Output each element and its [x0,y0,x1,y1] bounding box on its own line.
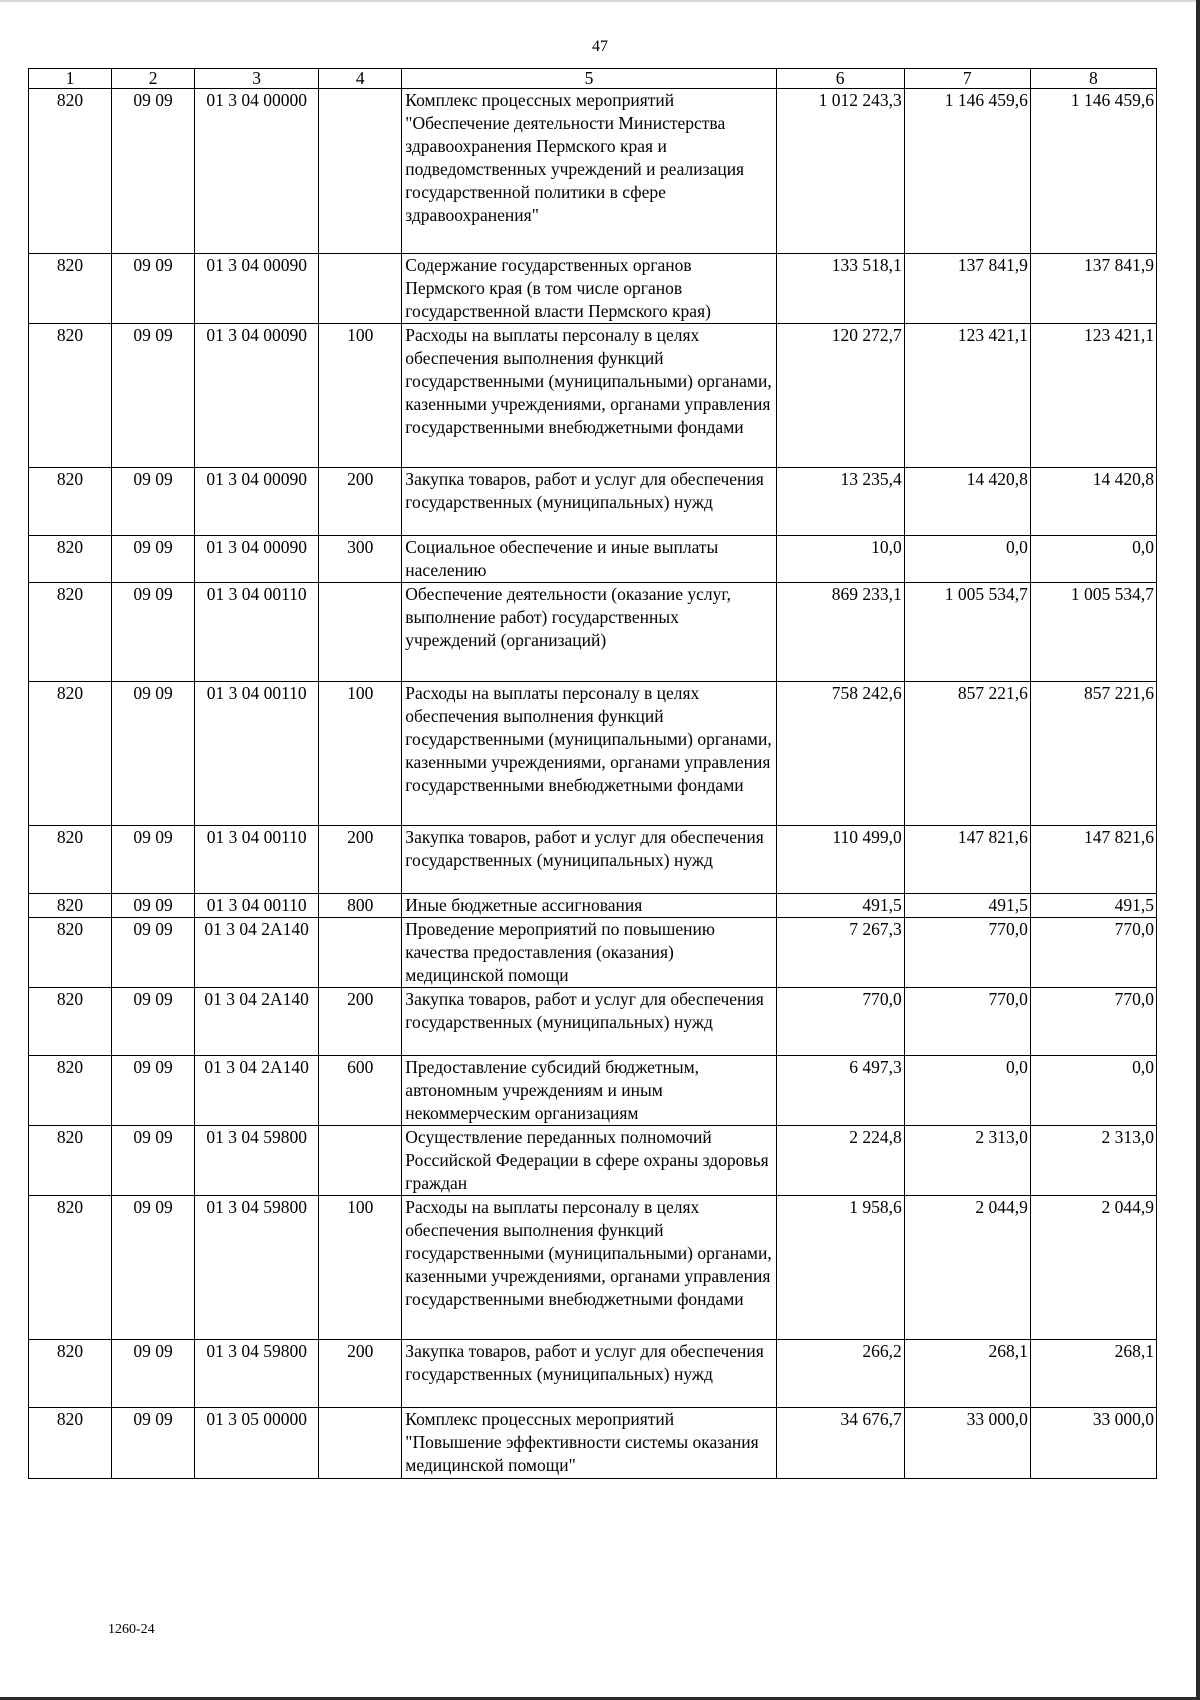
amount-year2-cell: 770,0 [904,988,1030,1056]
amount-year1-cell: 266,2 [776,1340,904,1408]
section-code-cell: 09 09 [112,826,195,894]
expense-type-cell [319,254,402,324]
amount-year3-cell: 268,1 [1030,1340,1156,1408]
target-article-cell: 01 3 04 00110 [195,583,319,682]
target-article-cell: 01 3 04 00090 [195,254,319,324]
expense-type-cell: 600 [319,1056,402,1126]
section-code-cell: 09 09 [112,89,195,254]
expense-type-cell: 100 [319,1196,402,1340]
table-row [29,1340,1157,1408]
description-cell: Обеспечение деятельности (оказание услуг, выполнение работ) государственных учреждений (организаций) [402,583,776,682]
chapter-code-cell: 820 [29,1340,112,1408]
expense-type-cell: 200 [319,988,402,1056]
description-cell: Закупка товаров, работ и услуг для обеспечения государственных (муниципальных) нужд [402,826,776,894]
chapter-code-cell: 820 [29,826,112,894]
column-number-header: 6 [776,69,904,89]
amount-year1-cell: 1 012 243,3 [776,89,904,254]
target-article-cell: 01 3 04 00090 [195,536,319,583]
description-cell: Закупка товаров, работ и услуг для обеспечения государственных (муниципальных) нужд [402,1340,776,1408]
amount-year2-cell: 2 044,9 [904,1196,1030,1340]
amount-year3-cell: 0,0 [1030,1056,1156,1126]
table-row [29,583,1157,682]
section-code-cell: 09 09 [112,1056,195,1126]
expense-type-cell [319,89,402,254]
section-code-cell: 09 09 [112,918,195,988]
description-cell: Проведение мероприятий по повышению качества предоставления (оказания) медицинской помощи [402,918,776,988]
target-article-cell: 01 3 04 2А140 [195,1056,319,1126]
table-row [29,682,1157,826]
section-code-cell: 09 09 [112,536,195,583]
expense-type-cell [319,1408,402,1479]
section-code-cell: 09 09 [112,1340,195,1408]
amount-year3-cell: 137 841,9 [1030,254,1156,324]
description-cell: Предоставление субсидий бюджетным, автономным учреждениям и иным некоммерческим организациям [402,1056,776,1126]
chapter-code-cell: 820 [29,1408,112,1479]
amount-year2-cell: 1 146 459,6 [904,89,1030,254]
section-code-cell: 09 09 [112,468,195,536]
amount-year1-cell: 120 272,7 [776,324,904,468]
scan-edge-top [0,0,1200,2]
section-code-cell: 09 09 [112,1196,195,1340]
amount-year3-cell: 123 421,1 [1030,324,1156,468]
amount-year2-cell: 137 841,9 [904,254,1030,324]
amount-year1-cell: 133 518,1 [776,254,904,324]
amount-year2-cell: 147 821,6 [904,826,1030,894]
budget-table [28,68,1157,1479]
description-cell: Закупка товаров, работ и услуг для обеспечения государственных (муниципальных) нужд [402,988,776,1056]
page-number: 47 [592,38,608,55]
description-cell: Социальное обеспечение и иные выплаты населению [402,536,776,583]
amount-year3-cell: 0,0 [1030,536,1156,583]
amount-year1-cell: 758 242,6 [776,682,904,826]
amount-year3-cell: 1 146 459,6 [1030,89,1156,254]
description-cell: Иные бюджетные ассигнования [402,894,776,918]
table-row [29,324,1157,468]
amount-year3-cell: 770,0 [1030,918,1156,988]
amount-year2-cell: 491,5 [904,894,1030,918]
scan-edge-right [1196,0,1200,1700]
description-cell: Содержание государственных органов Пермского края (в том числе органов государственной власти Пермского края) [402,254,776,324]
amount-year1-cell: 2 224,8 [776,1126,904,1196]
expense-type-cell: 100 [319,324,402,468]
amount-year1-cell: 770,0 [776,988,904,1056]
description-cell: Комплекс процессных мероприятий "Повышение эффективности системы оказания медицинской помощи" [402,1408,776,1479]
amount-year2-cell: 2 313,0 [904,1126,1030,1196]
target-article-cell: 01 3 04 59800 [195,1196,319,1340]
expense-type-cell [319,1126,402,1196]
expense-type-cell [319,583,402,682]
amount-year3-cell: 1 005 534,7 [1030,583,1156,682]
column-number-header: 2 [112,69,195,89]
target-article-cell: 01 3 05 00000 [195,1408,319,1479]
table-row [29,536,1157,583]
target-article-cell: 01 3 04 00110 [195,682,319,826]
table-row [29,89,1157,254]
target-article-cell: 01 3 04 2А140 [195,918,319,988]
expense-type-cell: 800 [319,894,402,918]
column-number-header: 5 [402,69,776,89]
table-row [29,468,1157,536]
section-code-cell: 09 09 [112,1408,195,1479]
amount-year1-cell: 1 958,6 [776,1196,904,1340]
amount-year1-cell: 13 235,4 [776,468,904,536]
table-body [29,89,1157,1479]
table-row [29,988,1157,1056]
amount-year3-cell: 147 821,6 [1030,826,1156,894]
table-row [29,1196,1157,1340]
amount-year3-cell: 2 313,0 [1030,1126,1156,1196]
expense-type-cell [319,918,402,988]
amount-year1-cell: 34 676,7 [776,1408,904,1479]
chapter-code-cell: 820 [29,324,112,468]
amount-year1-cell: 110 499,0 [776,826,904,894]
target-article-cell: 01 3 04 00110 [195,826,319,894]
column-number-header: 1 [29,69,112,89]
amount-year2-cell: 33 000,0 [904,1408,1030,1479]
section-code-cell: 09 09 [112,988,195,1056]
expense-type-cell: 100 [319,682,402,826]
table-row [29,254,1157,324]
amount-year1-cell: 869 233,1 [776,583,904,682]
target-article-cell: 01 3 04 00000 [195,89,319,254]
amount-year1-cell: 6 497,3 [776,1056,904,1126]
target-article-cell: 01 3 04 00090 [195,468,319,536]
target-article-cell: 01 3 04 59800 [195,1126,319,1196]
amount-year2-cell: 0,0 [904,536,1030,583]
chapter-code-cell: 820 [29,468,112,536]
column-number-row [29,69,1157,89]
amount-year3-cell: 14 420,8 [1030,468,1156,536]
section-code-cell: 09 09 [112,682,195,826]
description-cell: Расходы на выплаты персоналу в целях обеспечения выполнения функций государственными (муниципальными) органами, казенными учреждениями, органами управления государственными внебюджетными фондами [402,1196,776,1340]
amount-year2-cell: 14 420,8 [904,468,1030,536]
expense-type-cell: 200 [319,826,402,894]
section-code-cell: 09 09 [112,1126,195,1196]
amount-year2-cell: 123 421,1 [904,324,1030,468]
section-code-cell: 09 09 [112,254,195,324]
amount-year3-cell: 2 044,9 [1030,1196,1156,1340]
amount-year1-cell: 10,0 [776,536,904,583]
expense-type-cell: 200 [319,468,402,536]
amount-year2-cell: 1 005 534,7 [904,583,1030,682]
amount-year2-cell: 268,1 [904,1340,1030,1408]
column-number-header: 3 [195,69,319,89]
chapter-code-cell: 820 [29,1196,112,1340]
description-cell: Комплекс процессных мероприятий "Обеспечение деятельности Министерства здравоохранения Пермского края и подведомственных учреждений и реализация государственной политики в сфере здравоохранения" [402,89,776,254]
table-row [29,1408,1157,1479]
table-row [29,894,1157,918]
description-cell: Расходы на выплаты персоналу в целях обеспечения выполнения функций государственными (муниципальными) органами, казенными учреждениями, органами управления государственными внебюджетными фондами [402,324,776,468]
expense-type-cell: 300 [319,536,402,583]
column-number-header: 7 [904,69,1030,89]
table-row [29,1126,1157,1196]
target-article-cell: 01 3 04 00110 [195,894,319,918]
column-number-header: 4 [319,69,402,89]
target-article-cell: 01 3 04 00090 [195,324,319,468]
chapter-code-cell: 820 [29,988,112,1056]
column-number-header: 8 [1030,69,1156,89]
chapter-code-cell: 820 [29,894,112,918]
amount-year2-cell: 0,0 [904,1056,1030,1126]
chapter-code-cell: 820 [29,583,112,682]
amount-year3-cell: 33 000,0 [1030,1408,1156,1479]
amount-year2-cell: 857 221,6 [904,682,1030,826]
description-cell: Осуществление переданных полномочий Российской Федерации в сфере охраны здоровья граждан [402,1126,776,1196]
document-code: 1260-24 [108,1622,155,1637]
amount-year2-cell: 770,0 [904,918,1030,988]
chapter-code-cell: 820 [29,682,112,826]
target-article-cell: 01 3 04 2А140 [195,988,319,1056]
amount-year3-cell: 857 221,6 [1030,682,1156,826]
chapter-code-cell: 820 [29,918,112,988]
section-code-cell: 09 09 [112,324,195,468]
table-row [29,918,1157,988]
chapter-code-cell: 820 [29,1126,112,1196]
target-article-cell: 01 3 04 59800 [195,1340,319,1408]
table-row [29,1056,1157,1126]
chapter-code-cell: 820 [29,536,112,583]
section-code-cell: 09 09 [112,894,195,918]
description-cell: Закупка товаров, работ и услуг для обеспечения государственных (муниципальных) нужд [402,468,776,536]
amount-year3-cell: 491,5 [1030,894,1156,918]
section-code-cell: 09 09 [112,583,195,682]
table-row [29,826,1157,894]
amount-year1-cell: 7 267,3 [776,918,904,988]
expense-type-cell: 200 [319,1340,402,1408]
chapter-code-cell: 820 [29,1056,112,1126]
description-cell: Расходы на выплаты персоналу в целях обеспечения выполнения функций государственными (муниципальными) органами, казенными учреждениями, органами управления государственными внебюджетными фондами [402,682,776,826]
chapter-code-cell: 820 [29,254,112,324]
chapter-code-cell: 820 [29,89,112,254]
amount-year1-cell: 491,5 [776,894,904,918]
amount-year3-cell: 770,0 [1030,988,1156,1056]
